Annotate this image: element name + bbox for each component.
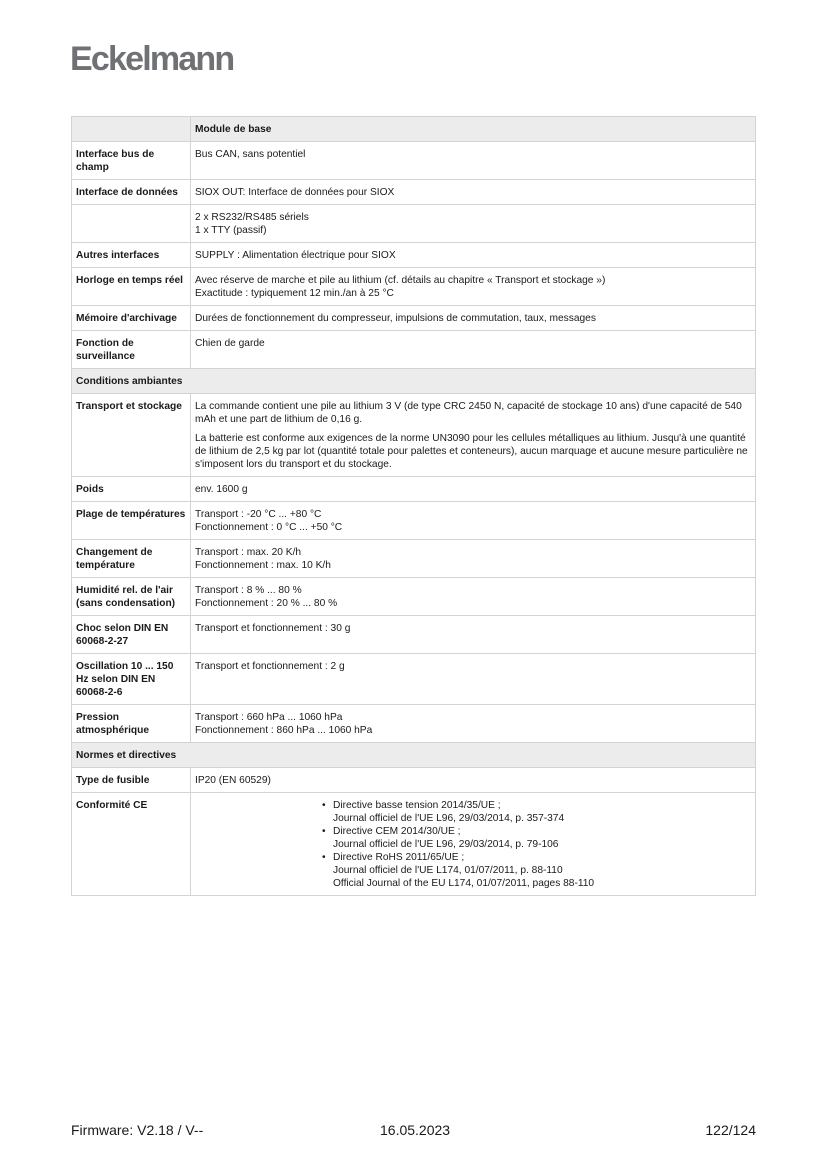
row-label: Transport et stockage	[72, 394, 191, 477]
row-label: Choc selon DIN EN 60068-2-27	[72, 616, 191, 654]
table-row	[72, 654, 756, 705]
company-logo: Eckelmann	[70, 40, 234, 78]
value-line: Transport : -20 °C ... +80 °C	[195, 509, 322, 520]
value-line: Fonctionnement : 20 % ... 80 %	[195, 598, 338, 609]
row-label: Horloge en temps réel	[72, 268, 191, 306]
directive-list	[195, 799, 751, 890]
row-label: Type de fusible	[72, 768, 191, 793]
row-label: Poids	[72, 477, 191, 502]
row-value	[191, 306, 756, 331]
table-row	[72, 142, 756, 180]
table-row	[72, 243, 756, 268]
directive-reference: Official Journal of the EU L174, 01/07/2011, pages 88-110	[333, 878, 595, 889]
table-row	[72, 477, 756, 502]
value-line: Transport et fonctionnement : 2 g	[195, 661, 345, 672]
table-row	[72, 616, 756, 654]
value-line: Bus CAN, sans potentiel	[195, 149, 306, 160]
table-row	[72, 205, 756, 243]
value-line: Transport : 8 % ... 80 %	[195, 585, 302, 596]
value-line: SUPPLY : Alimentation électrique pour SIOX	[195, 250, 396, 261]
table-header-row	[72, 117, 756, 142]
row-label: Mémoire d'archivage	[72, 306, 191, 331]
value-line: env. 1600 g	[195, 484, 248, 495]
spec-table-body	[72, 117, 756, 896]
section-title: Conditions ambiantes	[72, 369, 756, 394]
table-row	[72, 268, 756, 306]
value-line: 1 x TTY (passif)	[195, 225, 267, 236]
row-label	[72, 205, 191, 243]
row-value: IP20 (EN 60529)	[191, 768, 756, 793]
row-value	[191, 616, 756, 654]
value-line: Fonctionnement : 0 °C ... +50 °C	[195, 522, 343, 533]
row-label: Changement de température	[72, 540, 191, 578]
table-row-fuse-type	[72, 768, 756, 793]
header-label-cell	[72, 117, 191, 142]
row-value	[191, 705, 756, 743]
row-label: Plage de températures	[72, 502, 191, 540]
value-line: Fonctionnement : max. 10 K/h	[195, 560, 331, 571]
directive-item	[322, 825, 751, 851]
row-value	[191, 180, 756, 205]
value-line: SIOX OUT: Interface de données pour SIOX	[195, 187, 395, 198]
section-title: Normes et directives	[72, 743, 756, 768]
row-label: Humidité rel. de l'air (sans condensation)	[72, 578, 191, 616]
value-line: Transport : 660 hPa ... 1060 hPa	[195, 712, 343, 723]
row-value	[191, 243, 756, 268]
table-row	[72, 540, 756, 578]
value-line: Avec réserve de marche et pile au lithium (cf. détails au chapitre « Transport et stockage »)	[195, 275, 606, 286]
row-label: Pression atmosphérique	[72, 705, 191, 743]
row-value	[191, 205, 756, 243]
row-value	[191, 578, 756, 616]
table-row-transport-storage	[72, 394, 756, 477]
footer-date: 16.05.2023	[380, 1122, 451, 1138]
spec-table	[71, 116, 756, 896]
table-row	[72, 578, 756, 616]
directive-reference: Journal officiel de l'UE L96, 29/03/2014, p. 79-106	[333, 839, 559, 850]
section-header-row	[72, 369, 756, 394]
directive-title: • Directive basse tension 2014/35/UE ;	[333, 800, 501, 811]
directive-reference: Journal officiel de l'UE L174, 01/07/2011, p. 88-110	[333, 865, 563, 876]
table-row	[72, 180, 756, 205]
value-line: Transport : max. 20 K/h	[195, 547, 302, 558]
row-value	[191, 142, 756, 180]
footer-page-number: 122/124	[705, 1122, 756, 1138]
row-value	[191, 540, 756, 578]
directive-item	[322, 851, 751, 890]
footer-firmware: Firmware: V2.18 / V--	[71, 1122, 204, 1138]
table-row-ce-conformity	[72, 793, 756, 896]
row-value	[191, 793, 756, 896]
row-label: Interface de données	[72, 180, 191, 205]
row-value	[191, 477, 756, 502]
value-line: Chien de garde	[195, 338, 265, 349]
value-line: Fonctionnement : 860 hPa ... 1060 hPa	[195, 725, 373, 736]
row-label: Fonction de surveillance	[72, 331, 191, 369]
row-value	[191, 654, 756, 705]
table-row	[72, 306, 756, 331]
value-line: 2 x RS232/RS485 sériels	[195, 212, 309, 223]
row-label: Oscillation 10 ... 150 Hz selon DIN EN 60068-2-6	[72, 654, 191, 705]
row-value	[191, 331, 756, 369]
row-value	[191, 268, 756, 306]
table-row	[72, 502, 756, 540]
table-row	[72, 331, 756, 369]
directive-title: • Directive RoHS 2011/65/UE ;	[333, 852, 465, 863]
row-value	[191, 502, 756, 540]
value-line: Exactitude : typiquement 12 min./an à 25 °C	[195, 288, 394, 299]
row-label: Conformité CE	[72, 793, 191, 896]
directive-title: • Directive CEM 2014/30/UE ;	[333, 826, 461, 837]
header-value-cell: Module de base	[191, 117, 756, 142]
value-line: Transport et fonctionnement : 30 g	[195, 623, 351, 634]
directive-item	[322, 799, 751, 825]
page-footer	[71, 1122, 756, 1140]
row-label: Autres interfaces	[72, 243, 191, 268]
directive-reference: Journal officiel de l'UE L96, 29/03/2014, p. 357-374	[333, 813, 565, 824]
value-paragraph: La commande contient une pile au lithium 3 V (de type CRC 2450 N, capacité de stockage 10 ans) d'une capacité de 540 mAh et une part de lithium de 0,16 g.	[195, 401, 742, 425]
row-value	[191, 394, 756, 477]
value-line: Durées de fonctionnement du compresseur, impulsions de commutation, taux, messages	[195, 313, 596, 324]
section-header-row	[72, 743, 756, 768]
value-paragraph: La batterie est conforme aux exigences de la norme UN3090 pour les cellules métalliques au lithium. Jusqu'à une quantité de lithium de 2,5 kg par lot (quantité totale pour palettes et conteneurs), aucun marquage et aucune mesure particulière ne s'imposent lors du transport et du stockage.	[195, 433, 748, 470]
row-label: Interface bus de champ	[72, 142, 191, 180]
table-row	[72, 705, 756, 743]
